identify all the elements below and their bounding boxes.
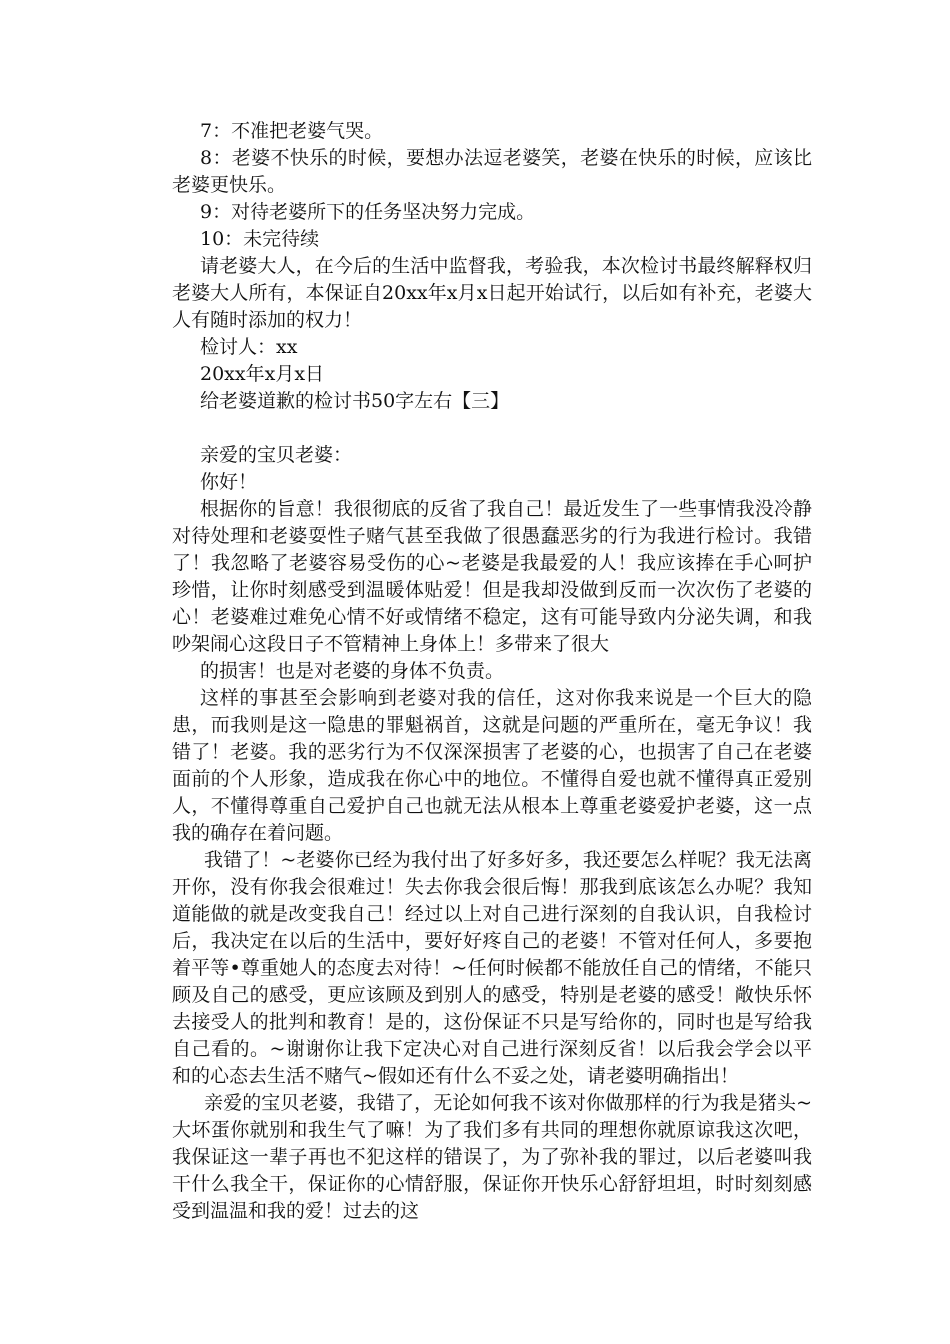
rule-9: 9：对待老婆所下的任务坚决努力完成。 [200, 201, 536, 223]
salutation: 亲爱的宝贝老婆： [200, 444, 353, 466]
body-paragraph-4: 亲爱的宝贝老婆，我错了，无论如何我不该对你做那样的行为我是猪头~大坏蛋你就别和我生气了嘛！为了我们多有共同的理想你就原谅我这次吧，我保证这一辈子再也不犯这样的错误了，为了弥补我的罪过，以后老婆叫我干什么我全干，保证你的心情舒服，保证你开快乐心舒舒坦坦，时时刻刻感受到温温和我的爱！过去的这 [172, 1092, 812, 1222]
rule-8: 8：老婆不快乐的时候，要想办法逗老婆笑，老婆在快乐的时候，应该比老婆更快乐。 [172, 147, 812, 196]
rule-10: 10：未完待续 [200, 228, 320, 250]
section-heading: 给老婆道歉的检讨书50字左右【三】 [200, 390, 510, 412]
body-paragraph-3: 我错了！~老婆你已经为我付出了好多好多，我还要怎么样呢？我无法离开你，没有你我会很难过！失去你我会很后悔！那我到底该怎么办呢？我知道能做的就是改变我自己！经过以上对自己进行深刻的自我认识，自我检讨后，我决定在以后的生活中，要好好疼自己的老婆！不管对任何人，多要抱着平等•尊重她人的态度去对待！~任何时候都不能放任自己的情绪，不能只顾及自己的感受，更应该顾及到别人的感受，特别是老婆的感受！敞快乐怀去接受人的批判和教育！是的，这份保证不只是写给你的，同时也是写给我自己看的。~谢谢你让我下定决心对自己进行深刻反省！以后我会学会以平和的心态去生活不赌气~假如还有什么不妥之处，请老婆明确指出！ [172, 849, 812, 1087]
body-paragraph-2: 这样的事甚至会影响到老婆对我的信任，这对你我来说是一个巨大的隐患，而我则是这一隐患的罪魁祸首，这就是问题的严重所在，毫无争议！我错了！老婆。我的恶劣行为不仅深深损害了老婆的心，也损害了自己在老婆面前的个人形象，造成我在你心中的地位。不懂得自爱也就不懂得真正爱别人，不懂得尊重自己爱护自己也就无法从根本上尊重老婆爱护老婆，这一点我的确存在着问题。 [172, 687, 812, 844]
body-paragraph-1-continued: 的损害！也是对老婆的身体不负责。 [200, 660, 505, 682]
closing-paragraph: 请老婆大人，在今后的生活中监督我，考验我，本次检讨书最终解释权归老婆大人所有，本保证自20xx年x月x日起开始试行，以后如有补充，老婆大人有随时添加的权力！ [172, 255, 812, 331]
body-paragraph-1: 根据你的旨意！我很彻底的反省了我自己！最近发生了一些事情我没冷静对待处理和老婆耍性子赌气甚至我做了很愚蠢恶劣的行为我进行检讨。我错了！我忽略了老婆容易受伤的心~老婆是我最爱的人！我应该捧在手心呵护珍惜，让你时刻感受到温暖体贴爱！但是我却没做到反而一次次伤了老婆的心！老婆难过难免心情不好或情绪不稳定，这有可能导致内分泌失调，和我吵架闹心这段日子不管精神上身体上！多带来了很大 [172, 498, 812, 655]
rule-7: 7：不准把老婆气哭。 [200, 120, 384, 142]
document-body [172, 118, 812, 1225]
blank-line [172, 415, 812, 442]
greeting: 你好！ [200, 471, 258, 493]
signature-name: 检讨人：xx [200, 336, 298, 358]
signature-date: 20xx年x月x日 [200, 363, 325, 385]
